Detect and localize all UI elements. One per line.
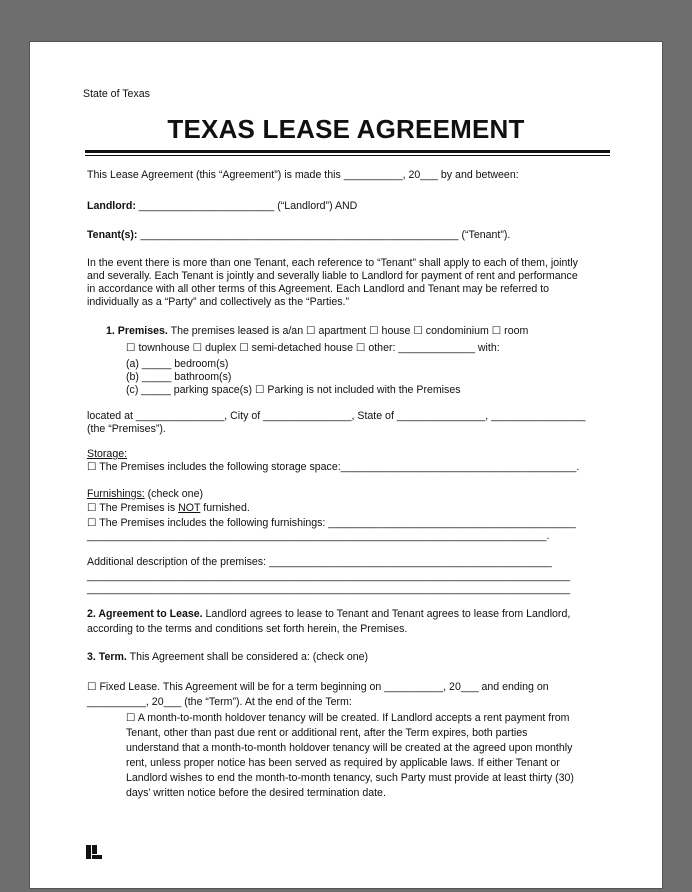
title-rule-thin	[85, 155, 610, 156]
storage-heading: Storage:	[87, 448, 128, 460]
parties-line-4: individually as a “Party” and collectively as the “Parties.”	[87, 296, 350, 308]
premises-item-c: (c) _____ parking space(s) ☐ Parking is not included with the Premises	[126, 384, 461, 396]
premises-item-a: (a) _____ bedroom(s)	[126, 358, 229, 370]
premises-line-1	[106, 325, 528, 338]
section-2-heading: 2. Agreement to Lease.	[87, 608, 203, 620]
furnishings-not-line	[87, 502, 250, 515]
parties-line-2: and severally. Each Tenant is jointly and severally liable to Landlord for payment of rent and performance	[87, 270, 578, 282]
tenant-label: Tenant(s):	[87, 229, 138, 241]
landlord-blank: _______________________ (“Landlord”) AND	[138, 200, 358, 212]
furnishings-not-pre: ☐ The Premises is	[87, 502, 179, 514]
lawdepot-logo-icon	[86, 845, 102, 859]
fixed-lease-line-2: __________, 20___ (the “Term”). At the end of the Term:	[87, 696, 352, 708]
tenant-line	[87, 229, 510, 242]
section-3-text: This Agreement shall be considered a: (check one)	[126, 651, 369, 663]
section-2-line-2: according to the terms and conditions set forth herein, the Premises.	[87, 623, 408, 635]
furnishings-not-word: NOT	[178, 502, 201, 514]
state-label: State of Texas	[83, 88, 150, 100]
fixed-lease-line-1: ☐ Fixed Lease. This Agreement will be for a term beginning on __________, 20___ and ending on	[87, 681, 549, 693]
furnishings-not-post: furnished.	[200, 502, 250, 514]
holdover-line-4: rent, unless proper notice has been served as required by applicable laws. If either Tenant or	[126, 757, 560, 769]
landlord-label: Landlord:	[87, 200, 136, 212]
section-2-text: Landlord agrees to lease to Tenant and Tenant agrees to lease from Landlord,	[202, 608, 571, 620]
additional-blank-line-2: __________________________________________________________________________________	[87, 570, 571, 582]
intro-line: This Lease Agreement (this “Agreement”) is made this __________, 20___ by and between:	[87, 169, 519, 181]
additional-blank-line-3: __________________________________________________________________________________	[87, 583, 571, 595]
section-3-line-1	[87, 651, 368, 664]
furnishings-heading-line	[87, 488, 203, 501]
holdover-line-3: understand that a month-to-month holdover tenancy will be created at the agreed upon monthly	[126, 742, 573, 754]
landlord-line	[87, 200, 357, 213]
premises-types: The premises leased is a/an ☐ apartment ☐ house ☐ condominium ☐ room	[167, 325, 529, 337]
document-page	[30, 42, 662, 888]
furnishings-includes-line: ☐ The Premises includes the following furnishings: __________________________________________	[87, 517, 576, 529]
holdover-line-5: Landlord wishes to end the month-to-month tenancy, such Party must provide at least thirty (30)	[126, 772, 574, 784]
title-rule-thick	[85, 150, 610, 153]
storage-line: ☐ The Premises includes the following storage space:________________________________________.	[87, 461, 580, 473]
furnishings-check-one: (check one)	[144, 488, 203, 500]
located-line: located at _______________, City of _______________, State of _______________, ________________	[87, 410, 586, 422]
holdover-line-6: days’ written notice before the desired termination date.	[126, 787, 386, 799]
furnishings-blank-line: ______________________________________________________________________________.	[87, 530, 550, 542]
tenant-blank: ______________________________________________________ (“Tenant”).	[140, 229, 511, 241]
document-title: TEXAS LEASE AGREEMENT	[167, 114, 525, 144]
furnishings-heading: Furnishings:	[87, 488, 145, 500]
holdover-line-2: Tenant, other than past due rent or additional rent, after the Term expires, both parties	[126, 727, 528, 739]
section-2-line-1	[87, 608, 570, 621]
premises-definition: (the “Premises”).	[87, 423, 166, 435]
premises-item-b: (b) _____ bathroom(s)	[126, 371, 232, 383]
holdover-line-1: ☐ A month-to-month holdover tenancy will be created. If Landlord accepts a rent payment from	[126, 712, 570, 724]
parties-line-1: In the event there is more than one Tenant, each reference to “Tenant” shall apply to each of them, jointly	[87, 257, 578, 269]
parties-line-3: in accordance with all other terms of this Agreement. Each Landlord and Tenant may be referred to	[87, 283, 550, 295]
premises-line-2: ☐ townhouse ☐ duplex ☐ semi-detached house ☐ other: _____________ with:	[126, 342, 500, 354]
additional-description-line: Additional description of the premises: ________________________________________________	[87, 556, 552, 568]
section-3-heading: 3. Term.	[87, 651, 127, 663]
premises-heading: 1. Premises.	[106, 325, 168, 337]
